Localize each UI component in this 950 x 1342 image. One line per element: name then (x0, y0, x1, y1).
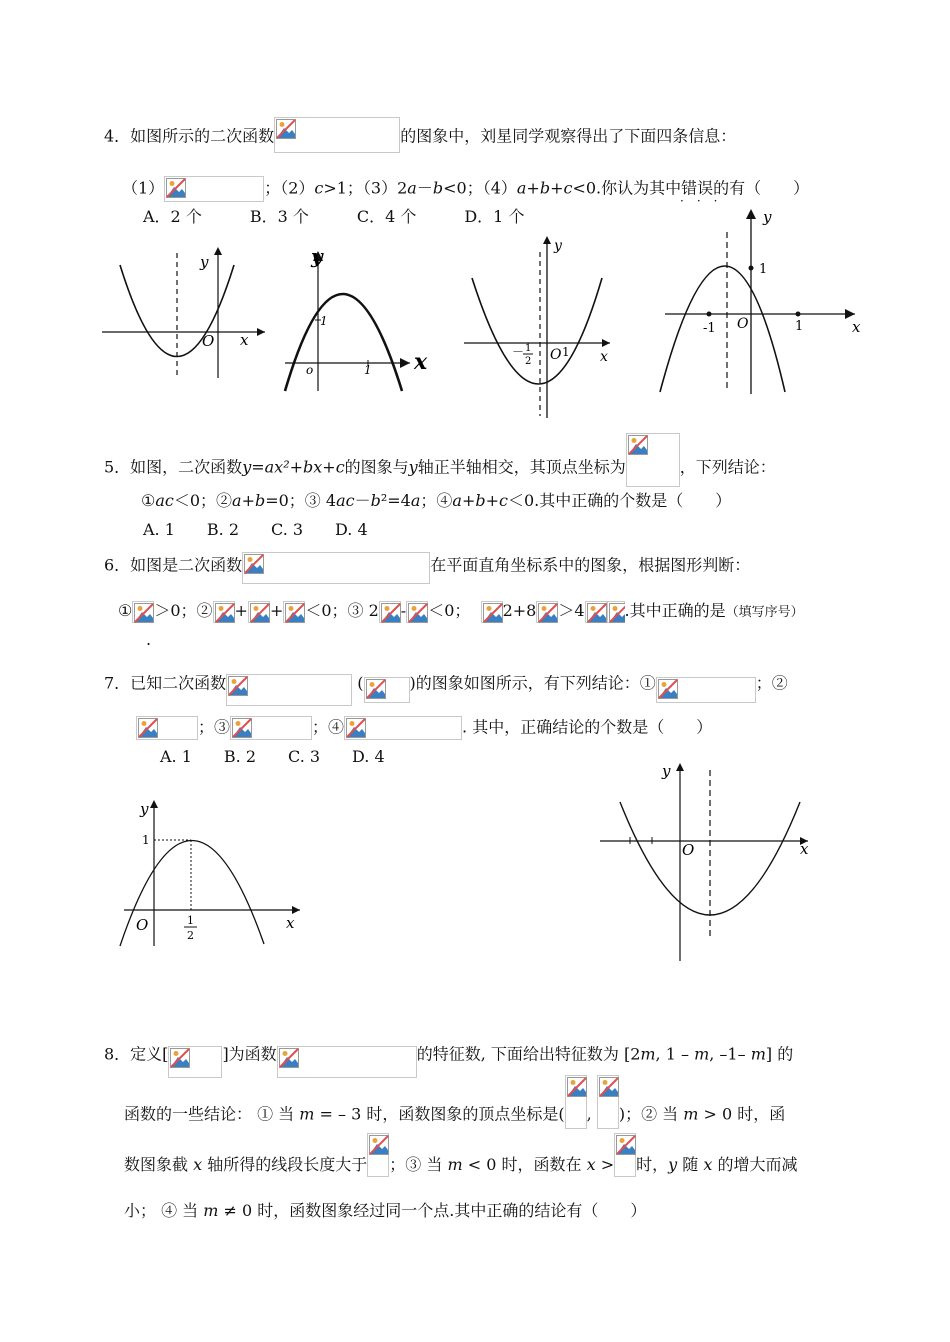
q8-l2a: 函数的一些结论： ① 当 (124, 1104, 295, 1124)
formula-image (565, 1075, 587, 1129)
q5-conditions (141, 490, 731, 512)
half-den: 2 (525, 356, 532, 367)
expr-abc: a+b+c (452, 491, 508, 510)
q6-c2: ＜0；③ 2 (305, 601, 379, 620)
point-neg1 (707, 312, 712, 317)
var-b: b (432, 178, 444, 198)
origin-label: O (682, 841, 695, 859)
q5-c1: ＜0；② (173, 491, 233, 510)
x-label: x (800, 840, 809, 858)
q4-cond-1: （1） (122, 178, 165, 198)
tick-label-1: 1 (320, 314, 328, 328)
q8-l4a: 小； ④ 当 (124, 1201, 199, 1220)
q4-graph-d (655, 204, 870, 400)
broken-image-icon (285, 603, 305, 623)
x-arrow (257, 328, 265, 336)
y-label: y (140, 800, 149, 818)
formula-image (481, 601, 503, 623)
formula-image (164, 176, 264, 202)
formula-image (132, 601, 154, 623)
circ-1: ① (118, 601, 133, 620)
half-den: 2 (187, 929, 194, 942)
q8-stem-text: 8．定义[ (104, 1044, 169, 1064)
var-x: x (586, 1155, 596, 1174)
formula-image (656, 677, 756, 703)
formula-image (344, 716, 462, 740)
gt: > (600, 1155, 615, 1174)
q6-dot: . (146, 630, 152, 649)
formula-image (614, 1133, 636, 1177)
q4-cond-4: <0；（4） (443, 178, 517, 198)
broken-image-icon (538, 603, 558, 623)
q5-options: A. 1 B. 2 C. 3 D. 4 (143, 520, 368, 539)
x-label: x (414, 349, 428, 375)
formula-image (367, 1133, 389, 1177)
y-label: y (662, 762, 671, 780)
broken-image-icon (408, 603, 428, 623)
x-label: x (286, 914, 295, 932)
x-arrow (400, 358, 410, 368)
q6-hint: （填写序号） (725, 605, 804, 620)
origin-label: O (136, 916, 149, 934)
var-m: m (447, 1155, 463, 1174)
broken-image-icon (658, 679, 678, 699)
q5-c3: ²=4 (380, 491, 411, 510)
y-label: y (311, 244, 323, 268)
q8-l3d: < 0 时，函数在 (467, 1155, 582, 1174)
q7-stem-text-2: )的图象如图所示，有下列结论：① (409, 673, 656, 693)
q5-c2: =0；③ 4 (265, 491, 337, 510)
x-label: x (852, 318, 861, 336)
q8-l3h: 的增大而减 (717, 1155, 798, 1174)
var-m: m (694, 1044, 710, 1064)
origin-label: O (202, 332, 215, 350)
q8-l2d: )；② 当 (618, 1104, 679, 1124)
plus: + (269, 601, 284, 620)
broken-image-icon (232, 718, 252, 738)
q8-stem-text-6: ] 的 (765, 1044, 794, 1064)
half-num: 1 (525, 343, 532, 354)
var-c: c (314, 178, 324, 198)
y-arrow (676, 763, 684, 771)
q7-options: A. 1 B. 2 C. 3 D. 4 (160, 747, 385, 766)
q5-stem-text-3: 轴正半轴相交，其顶点坐标为 (417, 457, 626, 477)
q6-c3: ＜0； (428, 601, 471, 620)
expr-ac2: ac (336, 491, 355, 510)
comma: , (586, 1104, 592, 1124)
broken-image-icon (134, 603, 154, 623)
broken-image-icon (381, 603, 401, 623)
expr-ab: a+b (232, 491, 266, 510)
q8-l3f: 时， (636, 1155, 669, 1174)
formula-image (136, 716, 198, 740)
q8-l2e: > 0 时，函 (703, 1104, 786, 1124)
broken-image-icon (276, 119, 296, 139)
broken-image-icon (228, 676, 248, 696)
q8-l4b: ≠ 0 时，函数图象经过同一个点.其中正确的结论有（ ） (223, 1201, 647, 1220)
point-y1 (749, 266, 754, 271)
formula-image (406, 601, 428, 623)
q5-stem-text: 5．如图，二次函数 (104, 457, 243, 477)
y-label: y (554, 238, 562, 254)
neg-sign: － (512, 345, 525, 359)
q8-stem (104, 1032, 793, 1078)
var-y: y (408, 457, 418, 477)
q5-stem-text-2: 的图象与 (344, 457, 409, 477)
tick-label-1: 1 (562, 345, 570, 359)
q8-stem-text-5: , –1– (709, 1044, 746, 1064)
q8-l2b: = – 3 时，函数图象的顶点坐标是( (319, 1104, 565, 1124)
parabola (620, 802, 800, 915)
broken-image-icon (279, 1048, 299, 1068)
minus: - (400, 601, 407, 620)
formula-image (597, 1075, 619, 1129)
origin-label: o (306, 363, 314, 377)
x-arrow (292, 906, 300, 914)
broken-image-icon (483, 603, 503, 623)
formula-image (248, 601, 270, 623)
q6-stem (104, 548, 750, 584)
plus: + (234, 601, 248, 620)
q5-stem-text-4: ，下列结论： (679, 457, 776, 477)
q6-conditions (118, 600, 804, 624)
tick-label-1y: 1 (759, 262, 768, 277)
q8-l3g: 随 (682, 1155, 699, 1174)
circ-1: ① (141, 491, 156, 510)
parabola (285, 294, 402, 391)
var-m: m (203, 1201, 219, 1220)
q4-stem-text: 4．如图所示的二次函数 (104, 126, 275, 146)
q8-l3b: 轴所得的线段长度大于 (207, 1155, 368, 1174)
q6-c1: ＞0；② (154, 601, 213, 620)
formula-image (230, 716, 312, 740)
paren-open: ( (357, 673, 364, 693)
var-y: y (668, 1155, 678, 1174)
y-arrow (543, 236, 551, 244)
broken-image-icon (166, 178, 186, 198)
var-m: m (640, 1044, 656, 1064)
broken-image-icon (244, 554, 264, 574)
q4-graph-c (462, 230, 617, 424)
broken-image-icon (369, 1135, 389, 1155)
broken-image-icon (587, 603, 607, 623)
formula-image (607, 601, 625, 623)
minus: － (354, 491, 371, 510)
q4-question: <0.你认为其中错误的有（ ） (572, 178, 810, 198)
q6-c4: 2+8 (502, 601, 537, 620)
q5-formula: y=ax²+bx+c (242, 457, 345, 477)
graph-vertex-half (112, 796, 312, 955)
y-label: y (200, 253, 209, 271)
var-a: a (410, 491, 421, 510)
broken-image-icon (170, 1048, 190, 1068)
broken-image-icon (366, 679, 386, 699)
q8-l3a: 数图象截 (124, 1155, 189, 1174)
var-x: x (193, 1155, 203, 1174)
broken-image-icon (250, 603, 270, 623)
q6-c4b: ＞4 (558, 601, 585, 620)
formula-image (626, 433, 680, 487)
y-arrow (214, 247, 222, 255)
formula-image (168, 1046, 222, 1078)
q6-stem-text: 6．如图是二次函数 (104, 555, 243, 575)
origin-label: O (550, 347, 562, 363)
x-label: x (240, 331, 249, 349)
formula-image (274, 117, 400, 153)
tick-label-neg1: -1 (703, 321, 716, 336)
half-num: 1 (187, 914, 194, 927)
q4-stem-text-2: 的图象中，刘星同学观察得出了下面四条信息： (400, 126, 737, 146)
q6-stem-text-2: 在平面直角坐标系中的图象，根据图形判断： (430, 555, 751, 575)
q8-stem-text-4: , 1 – (655, 1044, 689, 1064)
q5-question: ＜0.其中正确的个数是（ ） (507, 491, 732, 510)
q7-c4: ；④ (312, 717, 345, 737)
broken-image-icon (138, 718, 158, 738)
parabola (660, 266, 785, 392)
expr-ac: ac (155, 491, 174, 510)
q8-line4 (124, 1200, 646, 1222)
q8-l3c: ；③ 当 (389, 1155, 443, 1174)
broken-image-icon (215, 603, 235, 623)
var-a: a (407, 178, 417, 198)
broken-image-icon (567, 1077, 587, 1097)
formula-image (536, 601, 558, 623)
formula-image (277, 1046, 417, 1078)
formula-image (585, 601, 607, 623)
q8-stem-text-2: ]为函数 (222, 1044, 277, 1064)
parabola (472, 278, 602, 384)
q4-cond-3: >1；（3）2 (323, 178, 408, 198)
x-arrow (602, 339, 610, 347)
q4-graph-b (280, 243, 435, 397)
var-x: x (703, 1155, 713, 1174)
q7-conditions (136, 716, 712, 740)
var-m: m (299, 1104, 315, 1124)
y-arrow (746, 209, 756, 219)
q4-graph-a (100, 243, 270, 387)
q7-c2: ；② (755, 673, 788, 693)
tick-label-1x: 1 (795, 319, 804, 334)
formula-image (213, 601, 235, 623)
formula-image (379, 601, 401, 623)
var-m: m (683, 1104, 699, 1124)
formula-image (242, 552, 430, 584)
q5-stem (104, 449, 776, 487)
broken-image-icon (628, 435, 648, 455)
broken-image-icon (609, 603, 625, 623)
broken-image-icon (346, 718, 366, 738)
formula-image (364, 677, 410, 703)
emphasis-dots: ··· (680, 194, 731, 208)
x-label: x (600, 349, 608, 365)
y-arrow (150, 800, 158, 808)
q4-cond-2: ；（2） (264, 178, 315, 198)
graph-q7 (596, 758, 816, 967)
q8-line3 (124, 1154, 798, 1177)
var-m: m (750, 1044, 766, 1064)
y-label: y (763, 208, 772, 226)
formula-image (283, 601, 305, 623)
q7-stem-text: 7．已知二次函数 (104, 673, 227, 693)
q4-options: A．2 个 B．3 个 C．4 个 D．1 个 (143, 207, 525, 226)
q7-question: . 其中，正确结论的个数是（ ） (462, 717, 713, 737)
minus: － (416, 178, 433, 198)
origin-label: O (737, 316, 749, 332)
broken-image-icon (616, 1135, 636, 1155)
q4-stem (104, 121, 736, 153)
q6-question: .其中正确的是 (624, 601, 726, 620)
q7-c3: ；③ (198, 717, 231, 737)
point-1 (796, 312, 801, 317)
q8-line2 (124, 1101, 785, 1129)
q8-stem-text-3: 的特征数, 下面给出特征数为 [2 (416, 1044, 641, 1064)
q5-c3-end: ；④ (420, 491, 453, 510)
expr-abc: a+b+c (516, 178, 573, 198)
broken-image-icon (599, 1077, 619, 1097)
tick-label-1: 1 (142, 833, 150, 847)
formula-image (226, 674, 352, 706)
tick-label-1x: 1 (364, 363, 372, 377)
q7-stem (104, 662, 788, 706)
var-b: b (370, 491, 381, 510)
